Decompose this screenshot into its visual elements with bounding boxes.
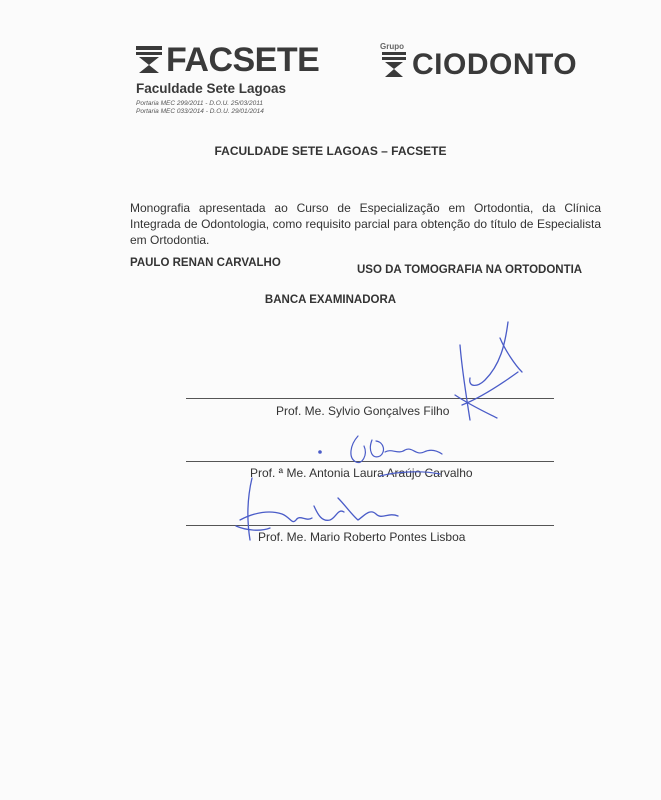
facsete-logo-name: FACSETE (166, 41, 320, 79)
facsete-portaria-1: Portaria MEC 299/2011 - D.O.U. 25/03/2011 (136, 100, 263, 107)
examiner-3-name: Prof. Me. Mario Roberto Pontes Lisboa (258, 530, 466, 544)
institution-heading: FACULDADE SETE LAGOAS – FACSETE (214, 144, 447, 158)
facsete-logo-subtitle: Faculdade Sete Lagoas (136, 81, 287, 96)
ciodonto-logo-name: CIODONTO (412, 48, 578, 81)
signature-1-ink (455, 322, 522, 420)
author-name: PAULO RENAN CARVALHO (130, 257, 281, 269)
examiner-2-name: Prof. ª Me. Antonia Laura Araújo Carvalho (250, 466, 473, 480)
ciodonto-grupo-label: Grupo (380, 42, 404, 51)
board-heading: BANCA EXAMINADORA (264, 294, 397, 306)
examiner-1-name: Prof. Me. Sylvio Gonçalves Filho (276, 404, 450, 418)
signature-3-ink (236, 478, 398, 540)
facsete-portaria-2: Portaria MEC 033/2014 - D.O.U. 29/01/2014 (136, 108, 264, 115)
signature-2-ink (319, 436, 442, 476)
monograph-description: Monografia apresentada ao Curso de Especialização em Ortodontia, da Clínica Integrada de Odontologia, como requisito parcial para obtenção do título de Especialista em Ortodontia. (130, 201, 601, 247)
monograph-title: USO DA TOMOGRAFIA NA ORTODONTIA (357, 264, 583, 276)
